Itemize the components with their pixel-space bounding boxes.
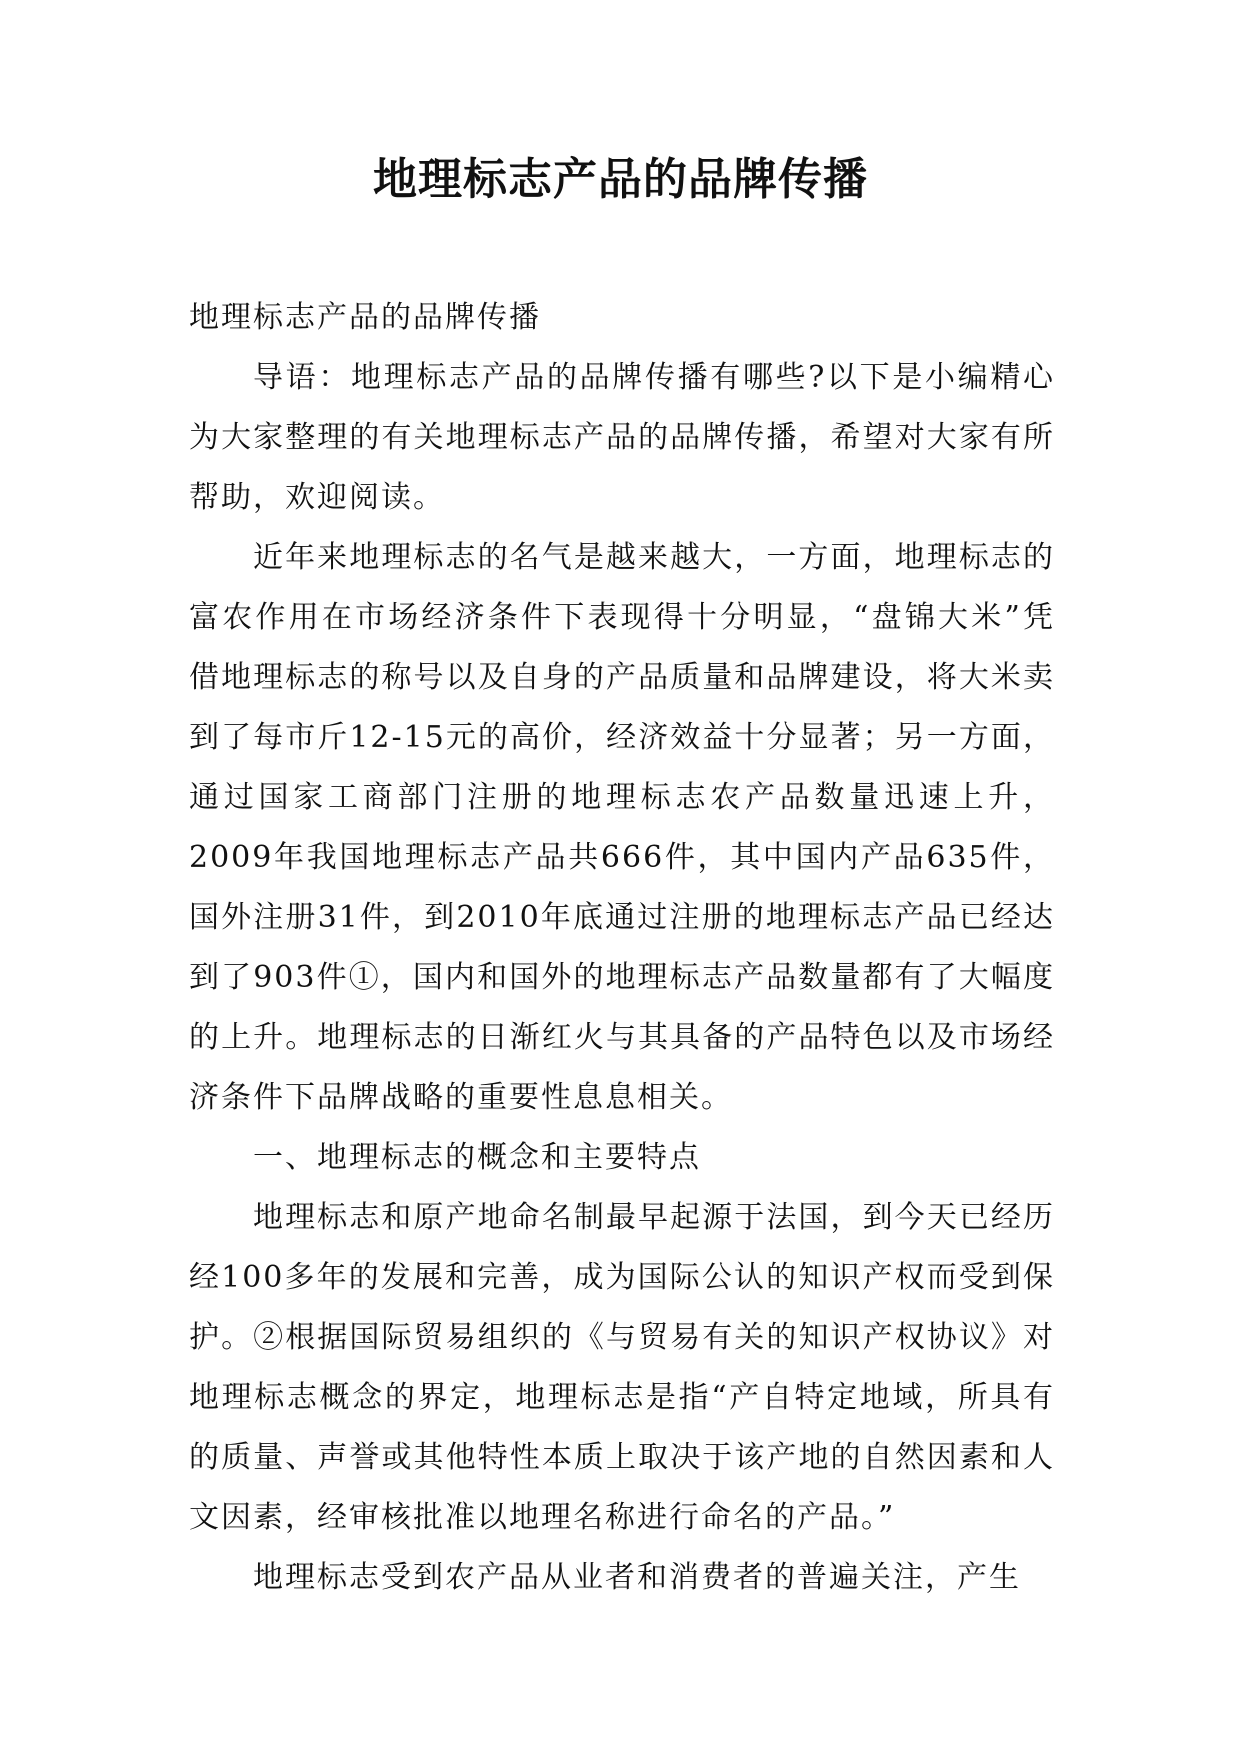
section-heading: 一、地理标志的概念和主要特点 <box>253 1140 701 1175</box>
intro-paragraph: 导语：地理标志产品的品牌传播有哪些?以下是小编精心为大家整理的有关地理标志产品的品牌传播，希望对大家有所帮助，欢迎阅读。 <box>189 360 1055 515</box>
document-title: 地理标志产品的品牌传播 <box>373 154 868 205</box>
subtitle-paragraph: 地理标志产品的品牌传播 <box>189 300 541 335</box>
body-paragraph: 地理标志受到农产品从业者和消费者的普遍关注，产生 <box>253 1560 1021 1595</box>
body-paragraph: 近年来地理标志的名气是越来越大，一方面，地理标志的富农作用在市场经济条件下表现得十分明显，“盘锦大米”凭借地理标志的称号以及自身的产品质量和品牌建设，将大米卖到了每市斤12-15元的高价，经济效益十分显著；另一方面，通过国家工商部门注册的地理标志农产品数量迅速上升，2009年我国地理标志产品共666件，其中国内产品635件，国外注册31件，到2010年底通过注册的地理标志产品已经达到了903件①，国内和国外的地理标志产品数量都有了大幅度的上升。地理标志的日渐红火与其具备的产品特色以及市场经济条件下品牌战略的重要性息息相关。 <box>189 540 1055 1115</box>
body-paragraph: 地理标志和原产地命名制最早起源于法国，到今天已经历经100多年的发展和完善，成为国际公认的知识产权而受到保护。②根据国际贸易组织的《与贸易有关的知识产权协议》对地理标志概念的界定，地理标志是指“产自特定地域，所具有的质量、声誉或其他特性本质上取决于该产地的自然因素和人文因素，经审核批准以地理名称进行命名的产品。” <box>189 1200 1055 1535</box>
document-body <box>189 288 1055 1608</box>
